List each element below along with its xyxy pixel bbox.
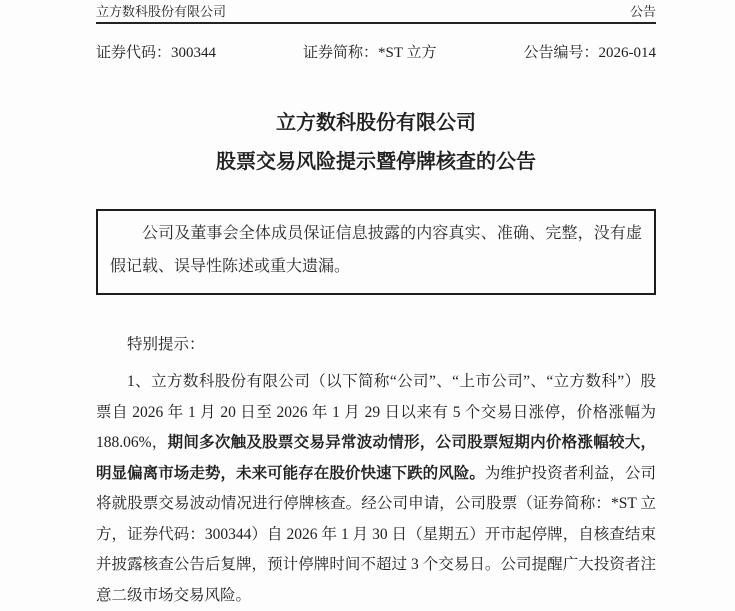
stock-code-value: 300344 bbox=[171, 45, 217, 61]
paragraph-normal-start: 1、立方数科股份有限公司（以下简称“公司”、“上市公司”、“立方数科”）股票自 2026 年 1 月 20 日至 2026 年 1 月 29 日以来有 5 个交易日涨停，价格涨幅为 188.06%， bbox=[96, 373, 656, 451]
special-tip-label: 特别提示： bbox=[127, 336, 205, 353]
disclaimer-text: 公司及董事会全体成员保证信息披露的内容真实、准确、完整，没有虚假记载、误导性陈述或重大遗漏。 bbox=[110, 225, 642, 275]
document-title-line1: 立方数科股份有限公司 bbox=[276, 112, 476, 134]
page-header bbox=[96, 4, 656, 24]
stock-name-value: *ST 立方 bbox=[378, 45, 437, 61]
stock-name-label: 证券简称： bbox=[303, 45, 379, 61]
paragraph-bold-risk-warning: 期间多次触及股票交易异常波动情形，公司股票短期内价格涨幅较大，明显偏离市场走势，未来可能存在股价快速下跌的风险。 bbox=[96, 434, 656, 482]
document-title-line2: 股票交易风险提示暨停牌核查的公告 bbox=[216, 151, 536, 173]
body-paragraph-1 bbox=[96, 367, 656, 611]
stock-name bbox=[303, 45, 437, 62]
announcement-number-value: 2026-014 bbox=[598, 45, 656, 61]
paragraph-normal-end: 为维护投资者利益，公司将就股票交易波动情况进行停牌核查。经公司申请，公司股票（证券简称：*ST 立方，证券代码：300344）自 2026 年 1 月 30 日（星期五）开市起停牌，自核查结束并披露核查公告后复牌，预计停牌时间不超过 3 个交易日。公司提醒广大投资者注意二级市场交易风险。 bbox=[96, 464, 656, 604]
header-company-name: 立方数科股份有限公司 bbox=[96, 4, 227, 19]
disclaimer-box bbox=[96, 209, 656, 295]
stock-code-label: 证券代码： bbox=[96, 45, 172, 61]
stock-code bbox=[96, 45, 216, 62]
announcement-number bbox=[523, 45, 656, 62]
securities-info-row bbox=[96, 45, 656, 62]
announcement-number-label: 公告编号： bbox=[523, 45, 599, 61]
header-doc-type: 公告 bbox=[629, 4, 656, 19]
